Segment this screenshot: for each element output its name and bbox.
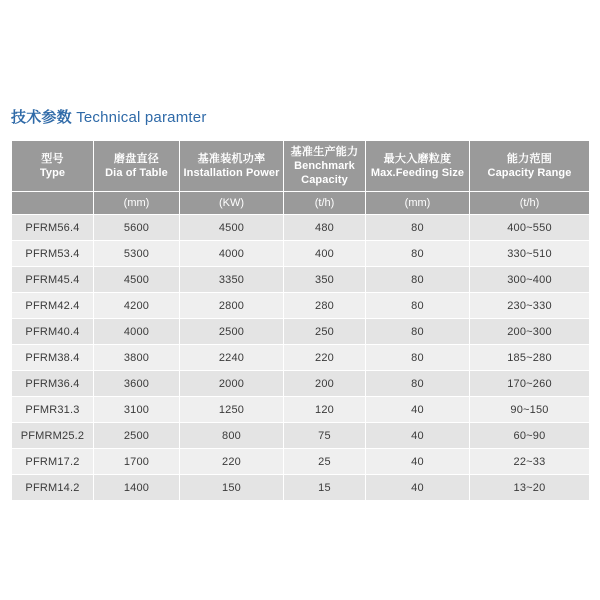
cell-power: 2000 xyxy=(180,371,284,397)
cell-dia: 4200 xyxy=(94,293,180,319)
table-body xyxy=(12,215,590,501)
cell-feeding-size: 80 xyxy=(366,345,470,371)
cell-dia: 1400 xyxy=(94,475,180,501)
cell-type: PFRM56.4 xyxy=(12,215,94,241)
unit-capacity-range: (t/h) xyxy=(470,192,590,215)
cell-power: 2500 xyxy=(180,319,284,345)
cell-type: PFMR31.3 xyxy=(12,397,94,423)
column-header-dia-of-table-en: Dia of Table xyxy=(105,167,168,179)
cell-power: 800 xyxy=(180,423,284,449)
unit-type xyxy=(12,192,94,215)
column-header-capacity-range-cn: 能力范围 xyxy=(506,152,553,165)
cell-dia: 2500 xyxy=(94,423,180,449)
column-header-benchmark-capacity-cn: 基准生产能力 xyxy=(290,145,359,158)
column-header-installation-power-en: Installation Power xyxy=(183,167,280,179)
cell-dia: 3100 xyxy=(94,397,180,423)
cell-capacity: 75 xyxy=(284,423,366,449)
cell-capacity: 25 xyxy=(284,449,366,475)
column-header-type-cn: 型号 xyxy=(41,152,64,165)
cell-feeding-size: 40 xyxy=(366,397,470,423)
cell-capacity-range: 90~150 xyxy=(470,397,590,423)
cell-capacity-range: 13~20 xyxy=(470,475,590,501)
table-row xyxy=(12,449,590,475)
cell-capacity: 350 xyxy=(284,267,366,293)
cell-feeding-size: 80 xyxy=(366,241,470,267)
table-row xyxy=(12,345,590,371)
cell-type: PFRM36.4 xyxy=(12,371,94,397)
cell-power: 1250 xyxy=(180,397,284,423)
cell-capacity-range: 22~33 xyxy=(470,449,590,475)
column-header-max-feeding-size-cn: 最大入磨粒度 xyxy=(383,152,452,165)
cell-dia: 1700 xyxy=(94,449,180,475)
column-header-benchmark-capacity xyxy=(284,141,366,192)
cell-dia: 5600 xyxy=(94,215,180,241)
cell-feeding-size: 40 xyxy=(366,449,470,475)
cell-type: PFMRM25.2 xyxy=(12,423,94,449)
cell-power: 4500 xyxy=(180,215,284,241)
cell-feeding-size: 80 xyxy=(366,267,470,293)
table-row xyxy=(12,293,590,319)
cell-feeding-size: 80 xyxy=(366,215,470,241)
cell-capacity-range: 300~400 xyxy=(470,267,590,293)
technical-parameters-table xyxy=(11,140,590,501)
table-row xyxy=(12,319,590,345)
column-header-type-en: Type xyxy=(39,167,66,179)
unit-dia-of-table: (mm) xyxy=(94,192,180,215)
cell-capacity-range: 60~90 xyxy=(470,423,590,449)
cell-power: 220 xyxy=(180,449,284,475)
unit-installation-power: (KW) xyxy=(180,192,284,215)
column-header-type xyxy=(12,141,94,192)
table-row xyxy=(12,423,590,449)
table-row xyxy=(12,241,590,267)
column-header-dia-of-table xyxy=(94,141,180,192)
cell-feeding-size: 40 xyxy=(366,423,470,449)
cell-feeding-size: 80 xyxy=(366,371,470,397)
table-row xyxy=(12,371,590,397)
column-header-benchmark-capacity-en: Benchmark Capacity xyxy=(294,160,355,186)
cell-capacity-range: 200~300 xyxy=(470,319,590,345)
table-header xyxy=(12,141,590,215)
table-row xyxy=(12,475,590,501)
table-header-row xyxy=(12,141,590,192)
column-header-capacity-range-en: Capacity Range xyxy=(487,167,572,179)
cell-type: PFRM14.2 xyxy=(12,475,94,501)
section-title xyxy=(11,106,207,127)
table-row xyxy=(12,267,590,293)
table-row xyxy=(12,215,590,241)
column-header-installation-power xyxy=(180,141,284,192)
unit-max-feeding-size: (mm) xyxy=(366,192,470,215)
cell-capacity: 220 xyxy=(284,345,366,371)
cell-capacity: 250 xyxy=(284,319,366,345)
cell-capacity-range: 330~510 xyxy=(470,241,590,267)
cell-capacity: 480 xyxy=(284,215,366,241)
column-header-max-feeding-size-en: Max.Feeding Size xyxy=(370,167,465,179)
column-header-installation-power-cn: 基准装机功率 xyxy=(197,152,266,165)
cell-type: PFRM38.4 xyxy=(12,345,94,371)
column-header-capacity-range xyxy=(470,141,590,192)
cell-capacity-range: 230~330 xyxy=(470,293,590,319)
unit-benchmark-capacity: (t/h) xyxy=(284,192,366,215)
cell-type: PFRM53.4 xyxy=(12,241,94,267)
cell-capacity: 200 xyxy=(284,371,366,397)
section-title-cn: 技术参数 xyxy=(11,108,72,126)
cell-capacity: 15 xyxy=(284,475,366,501)
cell-dia: 5300 xyxy=(94,241,180,267)
section-title-en: Technical paramter xyxy=(76,109,207,126)
cell-power: 150 xyxy=(180,475,284,501)
cell-feeding-size: 80 xyxy=(366,293,470,319)
cell-capacity-range: 170~260 xyxy=(470,371,590,397)
cell-type: PFRM17.2 xyxy=(12,449,94,475)
cell-feeding-size: 80 xyxy=(366,319,470,345)
cell-dia: 4500 xyxy=(94,267,180,293)
cell-type: PFRM42.4 xyxy=(12,293,94,319)
cell-dia: 3800 xyxy=(94,345,180,371)
cell-capacity-range: 400~550 xyxy=(470,215,590,241)
cell-capacity-range: 185~280 xyxy=(470,345,590,371)
cell-type: PFRM45.4 xyxy=(12,267,94,293)
table-unit-row xyxy=(12,192,590,215)
cell-feeding-size: 40 xyxy=(366,475,470,501)
cell-dia: 4000 xyxy=(94,319,180,345)
table-row xyxy=(12,397,590,423)
cell-dia: 3600 xyxy=(94,371,180,397)
spec-table-container xyxy=(11,140,589,501)
cell-power: 2800 xyxy=(180,293,284,319)
cell-capacity: 120 xyxy=(284,397,366,423)
cell-capacity: 400 xyxy=(284,241,366,267)
cell-capacity: 280 xyxy=(284,293,366,319)
cell-power: 2240 xyxy=(180,345,284,371)
cell-power: 4000 xyxy=(180,241,284,267)
cell-power: 3350 xyxy=(180,267,284,293)
column-header-max-feeding-size xyxy=(366,141,470,192)
column-header-dia-of-table-cn: 磨盘直径 xyxy=(113,152,160,165)
cell-type: PFRM40.4 xyxy=(12,319,94,345)
